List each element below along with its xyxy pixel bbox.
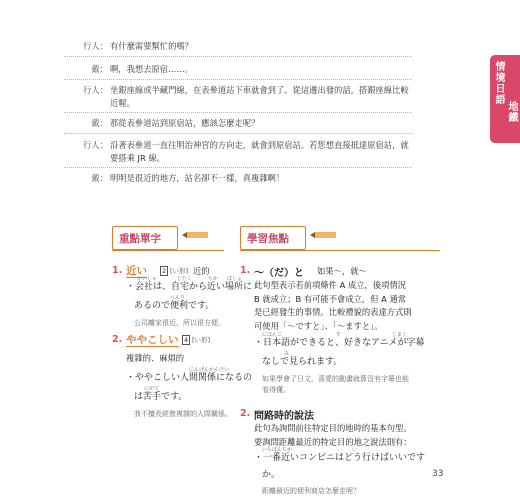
grammar-subtitle: 如果～，就～ (317, 266, 367, 276)
grammar-header (240, 226, 440, 252)
vocab-header (112, 226, 224, 252)
grammar-explanation: B 就成立；B 有可能不會成立，但 A 通常 (254, 293, 407, 304)
grammar-explanation: 是已經發生的事情。比較禮貌的表達方式則 (254, 307, 412, 317)
example-translation: 看得懂。 (262, 386, 290, 394)
example-jp: は苦手です。 (134, 392, 188, 402)
dialogue-text: 明明是很近的地方，站名卻不一樣，真複雜啊！ (110, 173, 285, 183)
divider (64, 133, 412, 134)
vocab-number: 1. (112, 265, 123, 276)
dialogue-text: 那從表參道站到原宿站，應該怎麼走呢？ (110, 118, 260, 128)
vocab-meaning: 複雜的、麻煩的 (126, 353, 185, 363)
header-underline (240, 250, 440, 251)
dialogue-line (83, 84, 410, 110)
vocab-header-label: 重點單字 (119, 233, 161, 245)
divider (64, 112, 412, 113)
dialogue-line (91, 63, 410, 76)
side-tab-label: 情境日語 (493, 61, 504, 105)
grammar-number: 2. (240, 408, 251, 419)
furigana: にがて (144, 386, 160, 392)
grammar-title: 問路時的說法 (254, 411, 314, 422)
grammar-explanation: 此句為詢問前往特定目的地時的基本句型。 (254, 423, 412, 433)
grammar-title: ～（だ）と (254, 268, 304, 279)
accent-mark: 2 (162, 267, 167, 275)
part-of-speech: [い形] (170, 267, 189, 275)
example-jp: あるので便利です。 (134, 301, 215, 311)
vocab-number: 2. (112, 334, 123, 345)
speaker-label: 戴： (91, 118, 108, 128)
dialogue-text: 有什麼需要幫忙的嗎？ (110, 41, 193, 51)
dialogue-line (91, 117, 410, 130)
grammar-header-box (240, 226, 306, 250)
furigana: べんり (170, 295, 186, 301)
furigana: かいしゃ (137, 276, 158, 282)
grammar-explanation: 要詢問距離最近的特定目的地之說法則有： (254, 436, 412, 447)
example-jp: なしで見られます。 (262, 357, 343, 367)
example-jp: ・一番近いコンビニはどう行けばいいです (254, 453, 426, 463)
pencil-icon (182, 232, 210, 238)
example-jp: ・ややこしい人間関係になるの (126, 373, 253, 383)
chapter-side-tab (490, 55, 520, 143)
example-translation: 我不擅長經營複雜的人際關係。 (134, 410, 232, 418)
example-jp: ・会社は、自宅から近い場所に (126, 282, 253, 292)
vocab-word: ややこしい (126, 334, 179, 346)
divider (64, 79, 412, 80)
furigana: にほんご (262, 332, 283, 338)
pencil-icon (310, 232, 338, 238)
divider (64, 56, 412, 57)
furigana: す (336, 332, 342, 338)
grammar-explanation: 此句型表示若前項條件 A 成立，後項情況 (254, 280, 406, 290)
speaker-label: 行人： (83, 41, 108, 51)
header-underline (112, 250, 224, 251)
divider (64, 167, 412, 168)
side-tab-sublabel: 地鐵 (506, 101, 517, 123)
page-number: 33 (432, 469, 444, 479)
speaker-label: 戴： (91, 64, 108, 74)
vocab-meaning: 近的 (193, 266, 210, 276)
furigana: ちか (208, 276, 219, 282)
grammar-header-label: 學習焦點 (247, 233, 289, 245)
speaker-label: 行人： (83, 140, 108, 150)
dialogue-line (91, 172, 410, 185)
speaker-label: 戴： (91, 173, 108, 183)
dialogue-line (83, 139, 410, 165)
speaker-label: 行人： (83, 85, 108, 95)
grammar-explanation: 可使用「～ですと」、「～ますと」。 (254, 320, 383, 331)
grammar-number: 1. (240, 265, 251, 276)
example-jp: ・日本語ができると、好きなアニメが字幕 (254, 338, 425, 348)
dialogue-text: 坐銀座線或半藏門線，在表參道站下車就會到了。從這邊出發的話，搭銀座線比較近喔。 (110, 85, 409, 108)
furigana: じたく (177, 276, 193, 282)
furigana: み (284, 351, 290, 357)
furigana: ばしょ (227, 276, 243, 282)
example-translation: 如果學會了日文，喜愛的動畫就算沒有字幕也能 (262, 375, 409, 383)
dialogue-line (83, 40, 410, 53)
furigana: いちばんちか (262, 447, 293, 453)
furigana: にんげんかんけい (189, 367, 230, 373)
accent-mark: 4 (184, 336, 189, 344)
dialogue-text: 啊，我想去原宿……。 (110, 64, 193, 74)
furigana: い (352, 447, 358, 453)
part-of-speech: [い形] (192, 336, 211, 344)
example-translation: 距離最近的便利商店怎麼走呢？ (262, 487, 360, 495)
dialogue-text: 沿著表參道一直往明治神宮的方向走，就會到原宿站。若您想直接抵達原宿站，就要搭乘 JR 線。 (110, 140, 409, 163)
example-jp: か。 (262, 470, 281, 480)
example-translation: 公司離家很近，所以很方便。 (134, 319, 225, 327)
vocab-header-box (112, 226, 178, 250)
furigana: じまく (392, 332, 408, 338)
vocab-word: 近い (126, 265, 147, 277)
